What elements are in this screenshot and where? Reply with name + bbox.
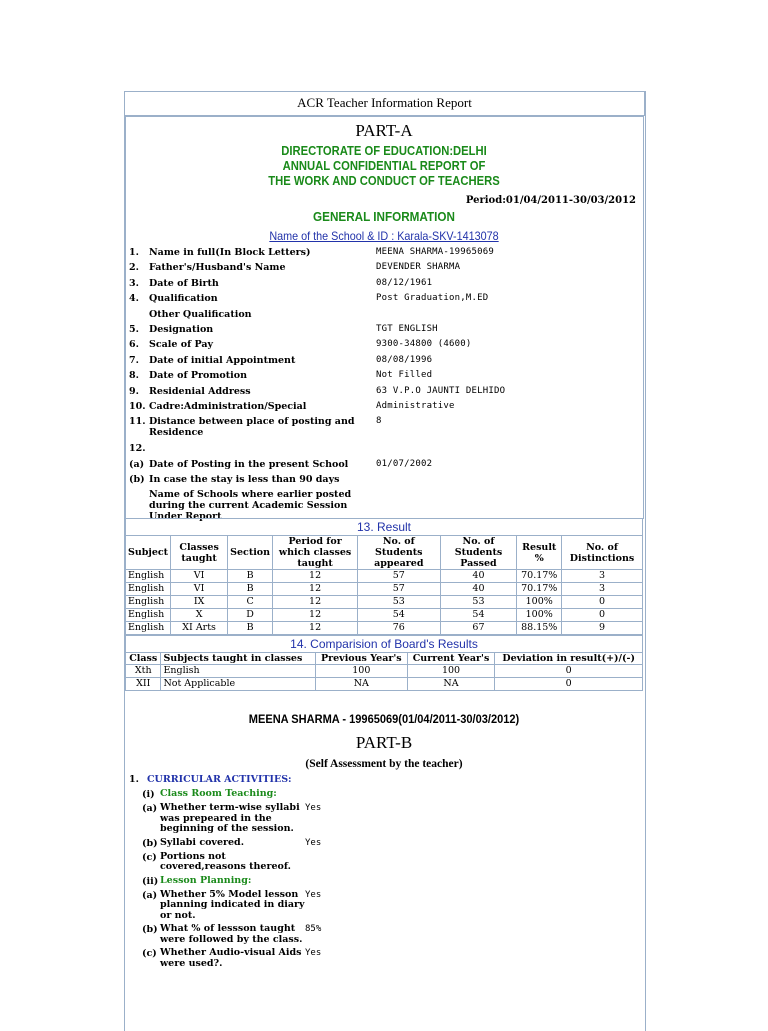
result-cell: 9: [562, 622, 643, 635]
result-cell: 53: [358, 596, 440, 609]
info-label: Name in full(In Block Letters): [149, 247, 311, 258]
partb-item-number: (a): [142, 803, 158, 814]
info-label: Father's/Husband's Name: [149, 262, 286, 274]
info-value: Not Filled: [376, 370, 433, 381]
info-label: Qualification: [149, 293, 218, 305]
partb-item-label: Whether Audio-visual Aids were used?.: [160, 947, 302, 969]
result-header: No. of Students Passed: [440, 536, 517, 570]
info-number: 5.: [129, 323, 139, 335]
result-cell: 57: [358, 570, 440, 583]
partb-item: [142, 890, 429, 922]
result-cell: 12: [273, 596, 358, 609]
partb-item-value: Yes: [305, 948, 322, 958]
board-cell: NA: [407, 678, 495, 691]
info-number: 11.: [129, 416, 146, 428]
part-b-label: PART-B: [355, 733, 413, 752]
board-cell: 0: [495, 678, 643, 691]
result-cell: 88.15%: [517, 622, 562, 635]
info-label: Scale of Pay: [149, 339, 214, 351]
board-cell: Xth: [126, 665, 161, 678]
info-value: [376, 474, 639, 489]
result-cell: English: [126, 596, 171, 609]
board-cell: English: [161, 665, 315, 678]
partb-item-value: Yes: [305, 889, 322, 900]
partb-item-number: (c): [142, 948, 157, 959]
result-cell: English: [126, 622, 171, 635]
result-cell: VI: [171, 583, 228, 596]
general-info-list: [129, 247, 639, 522]
table-row: [126, 570, 643, 583]
result-cell: 40: [440, 570, 517, 583]
info-row: [129, 247, 639, 262]
org-line-1: DIRECTORATE OF EDUCATION:DELHI: [281, 144, 487, 158]
partb-item: [142, 876, 429, 887]
table-row: [126, 583, 643, 596]
info-label: Date of Posting in the present School: [149, 458, 349, 470]
board-cell: Not Applicable: [161, 678, 315, 691]
result-cell: 54: [358, 609, 440, 622]
part-b-section: [129, 774, 429, 972]
info-number: 12.: [129, 443, 146, 455]
result-header: No. of Distinctions: [562, 536, 643, 570]
result-cell: B: [228, 583, 273, 596]
info-value: 8: [376, 416, 382, 427]
info-value: 01/07/2002: [376, 458, 433, 469]
info-value: [376, 443, 639, 458]
report-period: Period:01/04/2011-30/03/2012: [465, 195, 636, 206]
info-row: [129, 386, 639, 401]
report-title: ACR Teacher Information Report: [124, 91, 645, 116]
partb-item-number: (ii): [142, 875, 159, 887]
info-number: 6.: [129, 339, 139, 351]
info-row: [129, 278, 639, 293]
result-cell: 40: [440, 583, 517, 596]
partb-item-number: (a): [142, 889, 158, 901]
table-row: [126, 665, 643, 678]
partb-item: [142, 852, 429, 873]
board-header: Class: [126, 653, 161, 665]
info-label: Designation: [149, 323, 214, 335]
result-cell: 3: [562, 570, 643, 583]
result-cell: 53: [440, 596, 517, 609]
info-value: TGT ENGLISH: [376, 323, 438, 334]
board-header: Deviation in result(+)/(-): [495, 653, 643, 665]
info-value: Post Graduation,M.ED: [376, 293, 489, 304]
info-row: [129, 443, 639, 458]
result-header: Classes taught: [171, 536, 228, 570]
result-cell: 100%: [517, 609, 562, 622]
result-caption: 13. Result: [126, 519, 643, 536]
info-row: [129, 416, 639, 443]
info-number: (b): [129, 474, 145, 486]
board-cell: NA: [315, 678, 407, 691]
board-header: Subjects taught in classes: [161, 653, 315, 665]
info-label: Date of initial Appointment: [149, 354, 296, 366]
info-label: In case the stay is less than 90 days: [149, 474, 340, 486]
info-number: 9.: [129, 385, 139, 397]
table-row: [126, 609, 643, 622]
org-line-3: THE WORK AND CONDUCT OF TEACHERS: [268, 174, 500, 188]
result-cell: 3: [562, 583, 643, 596]
board-cell: XII: [126, 678, 161, 691]
info-value: 08/12/1961: [376, 277, 433, 288]
info-value: MEENA SHARMA-19965069: [376, 247, 494, 257]
result-header: Section: [228, 536, 273, 570]
result-cell: 12: [273, 570, 358, 583]
result-cell: 54: [440, 609, 517, 622]
general-info-heading: GENERAL INFORMATION: [313, 209, 455, 224]
result-cell: 67: [440, 622, 517, 635]
result-cell: 12: [273, 622, 358, 635]
section-number: 1.: [129, 774, 139, 785]
info-label: Residenial Address: [149, 385, 251, 397]
partb-item: [142, 803, 429, 835]
table-row: [126, 678, 643, 691]
part-b-subtitle: (Self Assessment by the teacher): [305, 758, 463, 770]
result-cell: 12: [273, 583, 358, 596]
result-cell: 70.17%: [517, 583, 562, 596]
partb-item-number: (i): [142, 789, 155, 800]
result-cell: 100%: [517, 596, 562, 609]
info-number: 7.: [129, 354, 139, 366]
result-cell: 12: [273, 609, 358, 622]
board-header: Previous Year's: [315, 653, 407, 665]
info-number: (a): [129, 458, 145, 470]
info-number: 1.: [129, 247, 139, 258]
info-row: [129, 474, 639, 489]
info-number: 10.: [129, 400, 146, 412]
result-cell: 76: [358, 622, 440, 635]
part-a-label: PART-A: [355, 121, 413, 140]
result-cell: English: [126, 609, 171, 622]
result-header: No. of Students appeared: [358, 536, 440, 570]
info-row: [129, 370, 639, 385]
partb-item-label: Syllabi covered.: [160, 836, 244, 848]
result-header: Subject: [126, 536, 171, 570]
info-value: 08/08/1996: [376, 354, 433, 365]
partb-item-value: 85%: [305, 924, 322, 934]
partb-item: [142, 789, 429, 800]
result-cell: VI: [171, 570, 228, 583]
partb-item-label: What % of lessson taught were followed by the class.: [160, 923, 303, 945]
info-label: Name of Schools where earlier posted during the current Academic Session Under Report: [149, 489, 352, 523]
partb-item-label: Lesson Planning:: [160, 874, 252, 886]
info-number: [129, 309, 149, 324]
info-label: Distance between place of posting and Residence: [149, 416, 355, 439]
info-label: Date of Promotion: [149, 370, 247, 382]
board-table: [125, 635, 643, 691]
org-line-2: ANNUAL CONFIDENTIAL REPORT OF: [282, 159, 486, 173]
partb-item-value: Yes: [305, 803, 322, 813]
partb-item-label: Portions not covered,reasons thereof.: [160, 850, 291, 872]
info-value: 63 V.P.O JAUNTI DELHIDO: [376, 385, 506, 396]
partb-item: [142, 948, 429, 969]
partb-item-number: (b): [142, 837, 158, 849]
board-caption: 14. Comparision of Board's Results: [126, 636, 643, 653]
partb-item-number: (c): [142, 851, 157, 863]
info-row: [129, 459, 639, 474]
result-table: [125, 518, 643, 635]
info-value: 9300-34800 (4600): [376, 339, 472, 350]
info-value: Administrative: [376, 400, 455, 411]
result-cell: 0: [562, 596, 643, 609]
result-cell: D: [228, 609, 273, 622]
board-cell: 0: [495, 665, 643, 678]
partb-item: [142, 838, 429, 849]
result-header: Result %: [517, 536, 562, 570]
info-row: [129, 262, 639, 277]
board-header: Current Year's: [407, 653, 495, 665]
info-value: DEVENDER SHARMA: [376, 262, 461, 273]
info-number: 4.: [129, 293, 139, 305]
info-number: 8.: [129, 370, 139, 382]
result-cell: English: [126, 570, 171, 583]
info-number: 2.: [129, 262, 139, 274]
result-cell: B: [228, 622, 273, 635]
partb-item-value: [305, 852, 429, 873]
result-cell: B: [228, 570, 273, 583]
info-row: [129, 293, 639, 308]
info-row: [129, 339, 639, 354]
board-cell: 100: [407, 665, 495, 678]
result-cell: X: [171, 609, 228, 622]
school-link[interactable]: Name of the School & ID : Karala-SKV-1413078: [269, 229, 499, 243]
result-cell: English: [126, 583, 171, 596]
info-label: Cadre:Administration/Special: [149, 400, 307, 412]
result-cell: C: [228, 596, 273, 609]
summary-line: MEENA SHARMA - 19965069(01/04/2011-30/03/2012): [248, 712, 520, 726]
info-label: [149, 443, 376, 458]
result-header: Period for which classes taught: [273, 536, 358, 570]
result-cell: 57: [358, 583, 440, 596]
table-row: [126, 596, 643, 609]
info-label: Other Qualification: [149, 308, 252, 320]
result-cell: XI Arts: [171, 622, 228, 635]
board-cell: 100: [315, 665, 407, 678]
result-cell: 70.17%: [517, 570, 562, 583]
table-row: [126, 622, 643, 635]
partb-item-label: Whether 5% Model lesson planning indicated in diary or not.: [160, 888, 305, 921]
info-row: [129, 401, 639, 416]
partb-item-label: Class Room Teaching:: [160, 788, 277, 799]
section-title: CURRICULAR ACTIVITIES:: [147, 774, 292, 785]
info-number: 3.: [129, 277, 139, 289]
partb-item-value: Yes: [305, 837, 322, 848]
info-value: [376, 309, 639, 324]
result-cell: IX: [171, 596, 228, 609]
partb-item-number: (b): [142, 924, 158, 935]
info-row: [129, 309, 639, 324]
partb-item-label: Whether term-wise syllabi was prepeared in the beginning of the session.: [160, 802, 300, 834]
info-row: [129, 355, 639, 370]
info-row: [129, 324, 639, 339]
partb-item: [142, 924, 429, 945]
info-label: Date of Birth: [149, 277, 219, 289]
result-cell: 0: [562, 609, 643, 622]
